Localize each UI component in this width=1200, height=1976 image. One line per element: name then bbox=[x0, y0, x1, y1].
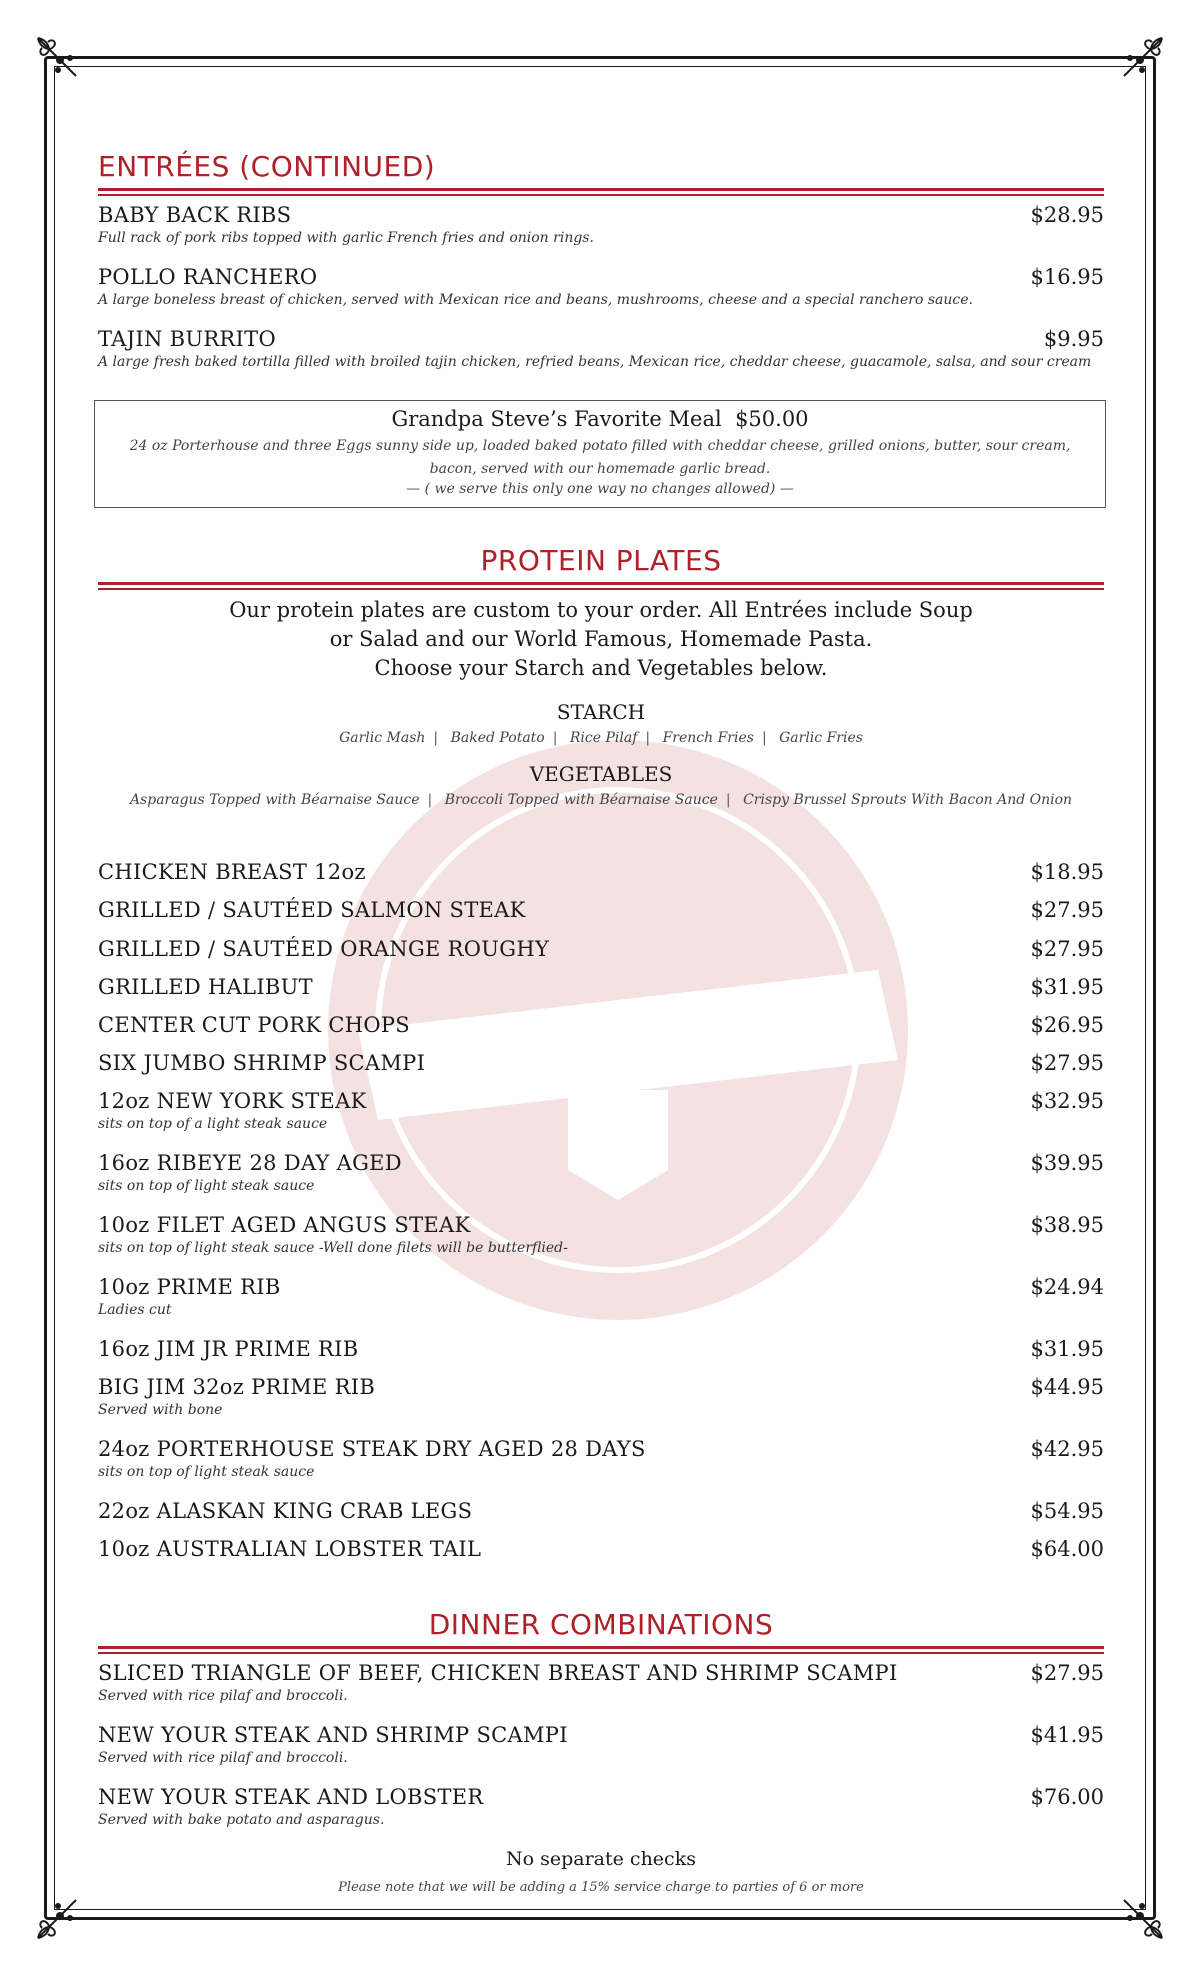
item-description: sits on top of light steak sauce bbox=[98, 1178, 315, 1194]
featured-title: Grandpa Steve’s Favorite Meal bbox=[391, 407, 722, 431]
section-title-combinations: DINNER COMBINATIONS bbox=[428, 1608, 774, 1641]
no-separate-checks-note: No separate checks bbox=[506, 1848, 696, 1870]
menu-item bbox=[98, 1661, 1104, 1704]
vegetable-options: Asparagus Topped with Béarnaise Sauce | Broccoli Topped with Béarnaise Sauce | Crispy Brussel Sprouts With Bacon And Onion bbox=[129, 792, 1073, 808]
menu-item bbox=[98, 203, 1104, 246]
menu-item bbox=[98, 1337, 1104, 1361]
item-price: $18.95 bbox=[1030, 860, 1104, 884]
item-name: POLLO RANCHERO bbox=[98, 265, 318, 289]
starch-option: Garlic Mash bbox=[339, 730, 426, 746]
vegetable-option: Broccoli Topped with Béarnaise Sauce bbox=[444, 792, 718, 808]
item-price: $42.95 bbox=[1030, 1437, 1104, 1461]
item-name: BIG JIM 32oz PRIME RIB bbox=[98, 1375, 376, 1399]
starch-option: Rice Pilaf bbox=[569, 730, 638, 746]
section-divider bbox=[98, 1646, 1104, 1656]
corner-ornament-icon bbox=[1120, 34, 1166, 80]
menu-item bbox=[98, 1089, 1104, 1132]
menu-item bbox=[98, 1213, 1104, 1256]
item-name: 10oz PRIME RIB bbox=[98, 1275, 281, 1299]
featured-price: $50.00 bbox=[735, 407, 809, 431]
item-price: $41.95 bbox=[1030, 1723, 1104, 1747]
featured-description: 24 oz Porterhouse and three Eggs sunny side up, loaded baked potato filled with cheddar cheese, grilled onions, butter, sour cream, bacon, served with our homemade garlic bread. bbox=[129, 438, 1071, 477]
item-price: $39.95 bbox=[1030, 1151, 1104, 1175]
item-price: $26.95 bbox=[1030, 1013, 1104, 1037]
starch-option: Baked Potato bbox=[450, 730, 545, 746]
featured-title-line bbox=[95, 407, 1105, 431]
section-divider bbox=[98, 582, 1104, 592]
menu-item bbox=[98, 1375, 1104, 1418]
menu-item bbox=[98, 1537, 1104, 1561]
corner-ornament-icon bbox=[34, 1896, 80, 1942]
starch-heading: STARCH bbox=[556, 700, 646, 724]
item-price: $44.95 bbox=[1030, 1375, 1104, 1399]
item-price: $16.95 bbox=[1030, 265, 1104, 289]
item-price: $31.95 bbox=[1030, 975, 1104, 999]
item-price: $27.95 bbox=[1030, 898, 1104, 922]
vegetables-heading: VEGETABLES bbox=[529, 762, 673, 786]
corner-ornament-icon bbox=[1120, 1896, 1166, 1942]
item-description: Served with bone bbox=[98, 1402, 223, 1418]
item-description: Full rack of pork ribs topped with garlic French fries and onion rings. bbox=[98, 230, 594, 246]
starch-options: Garlic Mash | Baked Potato | Rice Pilaf | French Fries | Garlic Fries bbox=[339, 730, 863, 746]
item-name: 16oz RIBEYE 28 DAY AGED bbox=[98, 1151, 402, 1175]
item-name: GRILLED / SAUTÉED ORANGE ROUGHY bbox=[98, 937, 550, 961]
item-price: $38.95 bbox=[1030, 1213, 1104, 1237]
item-price: $28.95 bbox=[1030, 203, 1104, 227]
item-name: NEW YOUR STEAK AND SHRIMP SCAMPI bbox=[98, 1723, 568, 1747]
item-price: $24.94 bbox=[1030, 1275, 1104, 1299]
item-price: $54.95 bbox=[1030, 1499, 1104, 1523]
item-name: 10oz FILET AGED ANGUS STEAK bbox=[98, 1213, 471, 1237]
item-price: $27.95 bbox=[1030, 1661, 1104, 1685]
item-price: $31.95 bbox=[1030, 1337, 1104, 1361]
intro-line: Choose your Starch and Vegetables below. bbox=[374, 656, 828, 680]
item-name: BABY BACK RIBS bbox=[98, 203, 292, 227]
menu-item bbox=[98, 898, 1104, 922]
item-description: A large fresh baked tortilla filled with broiled tajin chicken, refried beans, Mexican rice, cheddar cheese, guacamole, salsa, and sour cream bbox=[98, 354, 1092, 370]
item-description: Served with bake potato and asparagus. bbox=[98, 1812, 385, 1828]
menu-item bbox=[98, 1437, 1104, 1480]
menu-item bbox=[98, 1151, 1104, 1194]
item-name: SLICED TRIANGLE OF BEEF, CHICKEN BREAST AND SHRIMP SCAMPI bbox=[98, 1661, 898, 1685]
menu-item bbox=[98, 1785, 1104, 1828]
menu-item bbox=[98, 1013, 1104, 1037]
corner-ornament-icon bbox=[34, 34, 80, 80]
item-description: Served with rice pilaf and broccoli. bbox=[98, 1688, 348, 1704]
vegetable-option: Crispy Brussel Sprouts With Bacon And Onion bbox=[743, 792, 1073, 808]
item-name: 24oz PORTERHOUSE STEAK DRY AGED 28 DAYS bbox=[98, 1437, 646, 1461]
menu-item bbox=[98, 1723, 1104, 1766]
menu-item bbox=[98, 327, 1104, 370]
service-charge-note: Please note that we will be adding a 15% service charge to parties of 6 or more bbox=[338, 1880, 864, 1895]
item-name: 22oz ALASKAN KING CRAB LEGS bbox=[98, 1499, 473, 1523]
featured-meal-box bbox=[94, 400, 1106, 508]
item-description: A large boneless breast of chicken, served with Mexican rice and beans, mushrooms, cheese and a special ranchero sauce. bbox=[98, 292, 973, 308]
menu-item bbox=[98, 1499, 1104, 1523]
item-description: sits on top of light steak sauce bbox=[98, 1464, 315, 1480]
item-description: Ladies cut bbox=[98, 1302, 172, 1318]
section-title-entrees: ENTRÉES (CONTINUED) bbox=[98, 150, 436, 183]
menu-item bbox=[98, 937, 1104, 961]
item-description: sits on top of a light steak sauce bbox=[98, 1116, 328, 1132]
menu-item bbox=[98, 975, 1104, 999]
menu-item bbox=[98, 265, 1104, 308]
item-name: GRILLED HALIBUT bbox=[98, 975, 313, 999]
section-title-protein: PROTEIN PLATES bbox=[480, 544, 722, 577]
item-price: $27.95 bbox=[1030, 937, 1104, 961]
item-price: $64.00 bbox=[1030, 1537, 1104, 1561]
menu-item bbox=[98, 860, 1104, 884]
item-description: sits on top of light steak sauce -Well done filets will be butterflied- bbox=[98, 1240, 568, 1256]
item-name: CENTER CUT PORK CHOPS bbox=[98, 1013, 410, 1037]
item-price: $9.95 bbox=[1043, 327, 1104, 351]
menu-item bbox=[98, 1275, 1104, 1318]
item-name: 12oz NEW YORK STEAK bbox=[98, 1089, 367, 1113]
menu-item bbox=[98, 1051, 1104, 1075]
item-name: CHICKEN BREAST 12oz bbox=[98, 860, 366, 884]
item-name: GRILLED / SAUTÉED SALMON STEAK bbox=[98, 898, 526, 922]
item-name: 16oz JIM JR PRIME RIB bbox=[98, 1337, 359, 1361]
item-price: $76.00 bbox=[1030, 1785, 1104, 1809]
item-name: TAJIN BURRITO bbox=[98, 327, 276, 351]
vegetable-option: Asparagus Topped with Béarnaise Sauce bbox=[129, 792, 420, 808]
section-divider bbox=[98, 188, 1104, 198]
item-name: 10oz AUSTRALIAN LOBSTER TAIL bbox=[98, 1537, 482, 1561]
item-name: SIX JUMBO SHRIMP SCAMPI bbox=[98, 1051, 426, 1075]
intro-line: or Salad and our World Famous, Homemade Pasta. bbox=[329, 627, 873, 651]
starch-option: Garlic Fries bbox=[779, 730, 863, 746]
starch-option: French Fries bbox=[662, 730, 754, 746]
item-price: $27.95 bbox=[1030, 1051, 1104, 1075]
item-name: NEW YOUR STEAK AND LOBSTER bbox=[98, 1785, 484, 1809]
protein-intro bbox=[98, 596, 1104, 683]
item-description: Served with rice pilaf and broccoli. bbox=[98, 1750, 348, 1766]
item-price: $32.95 bbox=[1030, 1089, 1104, 1113]
featured-note: — ( we serve this only one way no changes allowed) — bbox=[406, 481, 794, 497]
intro-line: Our protein plates are custom to your order. All Entrées include Soup bbox=[229, 598, 973, 622]
